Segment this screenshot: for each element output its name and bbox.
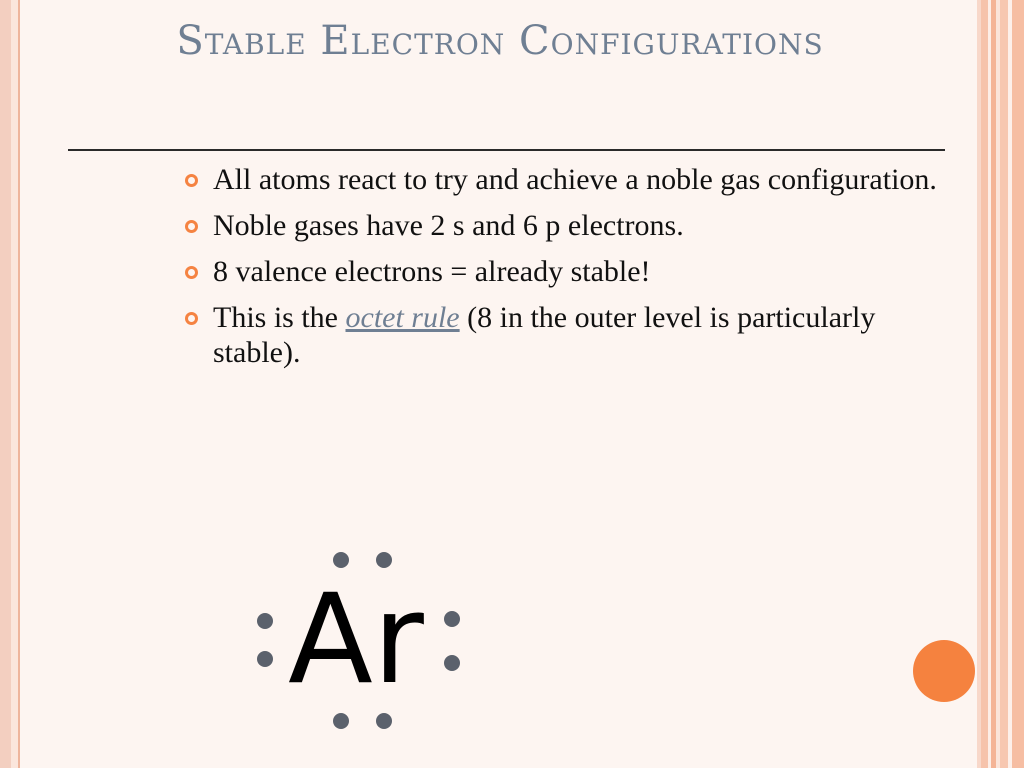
electron-dot [444,611,460,627]
bullet-item [183,162,943,197]
lewis-dot-diagram [240,540,480,740]
bullet-list [183,162,943,381]
electron-dot [257,651,273,667]
left-border-inner [11,0,18,768]
element-symbol: Ar [288,568,424,712]
left-border [0,0,11,768]
bullet-ring-icon [185,220,198,233]
bullet-text-suffix: (8 in the outer level is particularly stable). [213,301,876,369]
right-stripe [981,0,988,768]
bullet-text: Noble gases have 2 s and 6 p electrons. [213,209,684,242]
decorative-circle [913,640,975,702]
bullet-ring-icon [185,174,198,187]
bullet-text: 8 valence electrons = already stable! [213,255,651,288]
bullet-item [183,300,943,370]
right-stripe [1000,0,1008,768]
bullet-item [183,208,943,243]
bullet-ring-icon [185,266,198,279]
bullet-text-prefix: This is the [213,301,346,334]
electron-dot [444,655,460,671]
slide-title: Stable Electron Configurations [176,18,824,64]
title-divider [68,149,945,151]
right-stripe [1012,0,1024,768]
bullet-item [183,254,943,289]
electron-dot [257,613,273,629]
bullet-text: All atoms react to try and achieve a noble gas configuration. [213,163,937,196]
bullet-ring-icon [185,312,198,325]
content-area [20,0,977,768]
octet-rule-link[interactable]: octet rule [345,301,460,334]
